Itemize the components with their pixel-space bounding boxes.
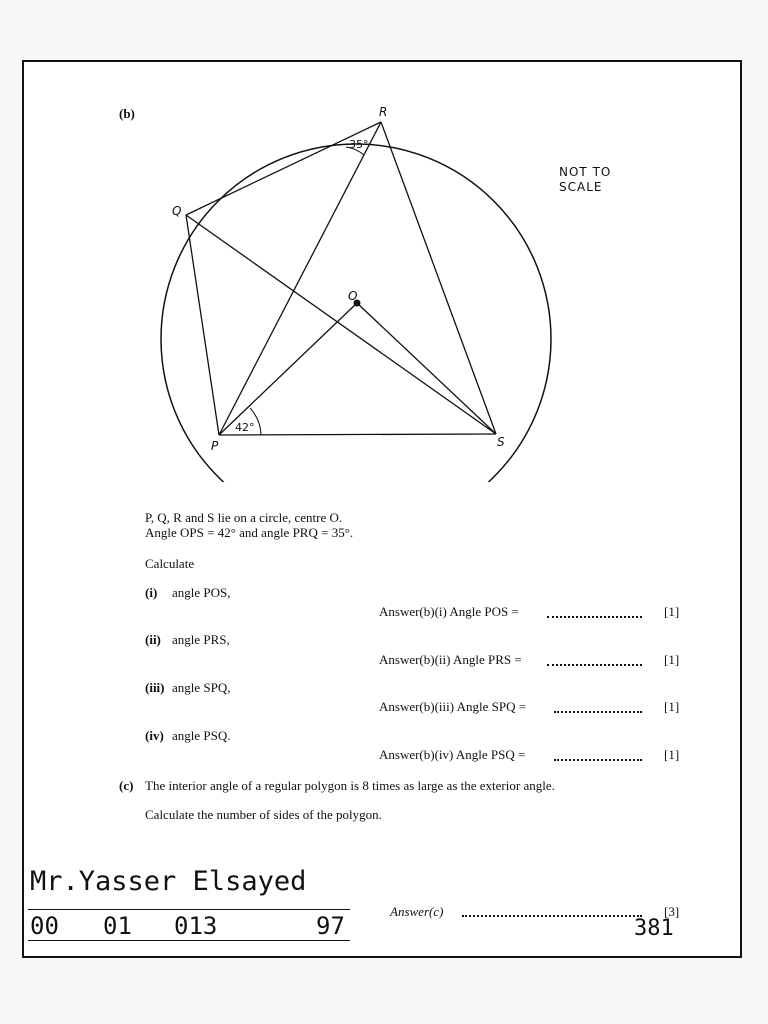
- calculate-heading: Calculate: [145, 556, 195, 571]
- not-to-scale-note: [559, 165, 611, 195]
- question-number: (iii): [145, 680, 165, 695]
- part-c-label: (c): [119, 778, 134, 793]
- answer-label: Answer(b)(iii) Angle SPQ =: [379, 699, 527, 714]
- answer-label: Answer(b)(ii) Angle PRS =: [379, 652, 522, 667]
- handwritten-name: Mr.Yasser Elsayed: [30, 866, 307, 897]
- radius-os: [357, 303, 496, 434]
- marks: [1]: [664, 604, 680, 619]
- point-label-q: Q: [172, 204, 182, 218]
- chord-pq: [186, 215, 219, 435]
- question-number: (i): [145, 585, 158, 600]
- handwritten-code-part: 013: [174, 912, 218, 940]
- marks: [1]: [664, 699, 680, 714]
- not-to-scale-line-1: NOT TO: [559, 165, 612, 179]
- angle-label-r: 35°: [349, 138, 369, 151]
- question-text: angle PSQ.: [172, 728, 231, 743]
- chord-rs: [381, 122, 496, 434]
- point-label-o: O: [348, 289, 358, 303]
- code-underline: [28, 940, 350, 941]
- part-c-line-2: Calculate the number of sides of the polygon.: [145, 807, 382, 822]
- not-to-scale-line-2: SCALE: [559, 180, 603, 194]
- handwritten-code-part: 00: [30, 912, 59, 940]
- question-text: angle POS,: [172, 585, 231, 600]
- question-number: (ii): [145, 632, 161, 647]
- answer-line[interactable]: [547, 616, 642, 618]
- signature-underline: [28, 909, 350, 910]
- part-c-marks: [3]: [664, 904, 680, 919]
- marks: [1]: [664, 747, 680, 762]
- part-c-line-1: The interior angle of a regular polygon is 8 times as large as the exterior angle.: [145, 778, 555, 793]
- handwritten-code-part: 97: [316, 912, 345, 940]
- question-number: (iv): [145, 728, 164, 743]
- point-label-s: S: [497, 435, 505, 449]
- part-c-answer-label: Answer(c): [390, 904, 444, 919]
- chord-pr: [219, 122, 381, 435]
- point-label-r: R: [379, 105, 388, 119]
- answer-line[interactable]: [554, 711, 642, 713]
- point-label-p: P: [211, 439, 219, 453]
- intro-line-2: Angle OPS = 42° and angle PRQ = 35°.: [145, 525, 354, 540]
- handwritten-code-part: 01: [103, 912, 132, 940]
- marks: [1]: [664, 652, 680, 667]
- page-number: 381: [634, 916, 674, 941]
- question-text: angle PRS,: [172, 632, 230, 647]
- angle-label-p: 42°: [235, 421, 255, 434]
- circle-diagram: [24, 62, 744, 482]
- radius-op: [219, 303, 357, 435]
- intro-line-1: P, Q, R and S lie on a circle, centre O.: [145, 510, 343, 525]
- chord-qs: [186, 215, 496, 434]
- answer-line[interactable]: [554, 759, 642, 761]
- exam-page: [22, 60, 742, 958]
- answer-label: Answer(b)(i) Angle POS =: [379, 604, 519, 619]
- question-text: angle SPQ,: [172, 680, 231, 695]
- part-b-label: (b): [119, 106, 135, 121]
- chord-qr: [186, 122, 381, 215]
- answer-line[interactable]: [547, 664, 642, 666]
- answer-label: Answer(b)(iv) Angle PSQ =: [379, 747, 526, 762]
- part-c-answer-line[interactable]: [462, 915, 642, 917]
